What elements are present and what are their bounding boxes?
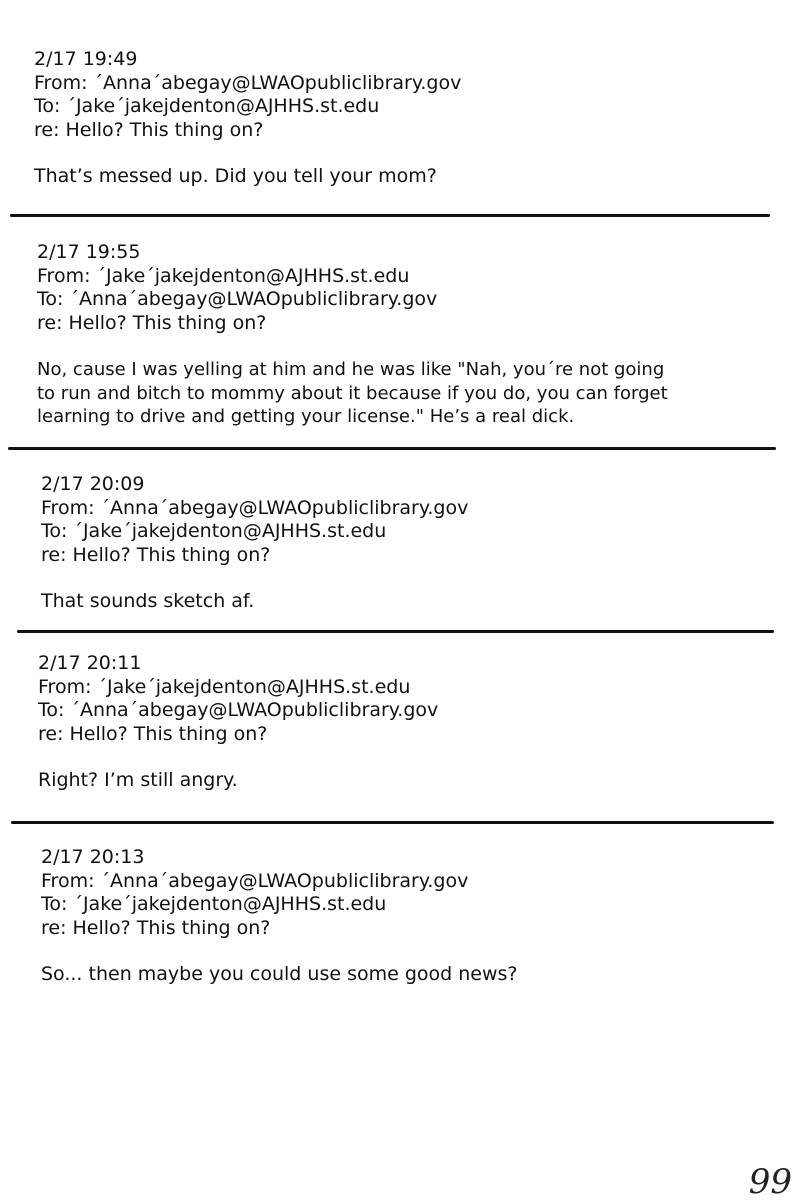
message-subject: re: Hello? This thing on? [38, 722, 268, 745]
message-to: To: ´Jake´jakejdenton@AJHHS.st.edu [34, 95, 380, 117]
message-body-line: That sounds sketch af. [41, 590, 255, 612]
message-to: To: ´Jake´jakejdenton@AJHHS.st.edu [41, 520, 387, 542]
message-body [37, 358, 668, 429]
message-subject: re: Hello? This thing on? [34, 118, 264, 141]
message-from: From: ´Anna´abegay@LWAOpubliclibrary.gov [41, 496, 469, 519]
message-timestamp: 2/17 20:13 [41, 846, 145, 868]
email-message [41, 473, 468, 614]
message-subject: re: Hello? This thing on? [41, 543, 271, 566]
message-subject: re: Hello? This thing on? [37, 311, 267, 334]
message-body-line: No, cause I was yelling at him and he was like "Nah, you´re not going [37, 359, 665, 380]
message-body-line: Right? I’m still angry. [38, 769, 238, 791]
message-to: To: ´Anna´abegay@LWAOpubliclibrary.gov [37, 288, 438, 310]
email-message [38, 652, 438, 793]
email-message [41, 846, 518, 987]
message-body [34, 165, 461, 189]
message-body [41, 590, 468, 614]
message-subject: re: Hello? This thing on? [41, 916, 271, 939]
message-divider [8, 447, 776, 450]
message-from: From: ´Anna´abegay@LWAOpubliclibrary.gov [41, 869, 469, 892]
message-divider [11, 821, 774, 824]
message-divider [17, 630, 774, 633]
message-from: From: ´Anna´abegay@LWAOpubliclibrary.gov [34, 71, 462, 94]
message-timestamp: 2/17 20:11 [38, 652, 142, 674]
message-timestamp: 2/17 19:49 [34, 48, 138, 70]
message-body-line: learning to drive and getting your license." He’s a real dick. [37, 406, 575, 427]
message-to: To: ´Jake´jakejdenton@AJHHS.st.edu [41, 893, 387, 915]
message-timestamp: 2/17 19:55 [37, 241, 141, 263]
message-body-line: That’s messed up. Did you tell your mom? [34, 165, 437, 187]
message-body-line: So... then maybe you could use some good news? [41, 963, 518, 985]
email-message [37, 241, 668, 429]
message-body [41, 963, 518, 987]
message-to: To: ´Anna´abegay@LWAOpubliclibrary.gov [38, 699, 439, 721]
message-from: From: ´Jake´jakejdenton@AJHHS.st.edu [38, 675, 411, 698]
email-message [34, 48, 461, 189]
message-body-line: to run and bitch to mommy about it because if you do, you can forget [37, 382, 668, 404]
message-body [38, 769, 438, 793]
message-timestamp: 2/17 20:09 [41, 473, 145, 495]
message-from: From: ´Jake´jakejdenton@AJHHS.st.edu [37, 264, 410, 287]
message-divider [10, 214, 770, 217]
page-number: 99 [748, 1162, 792, 1202]
